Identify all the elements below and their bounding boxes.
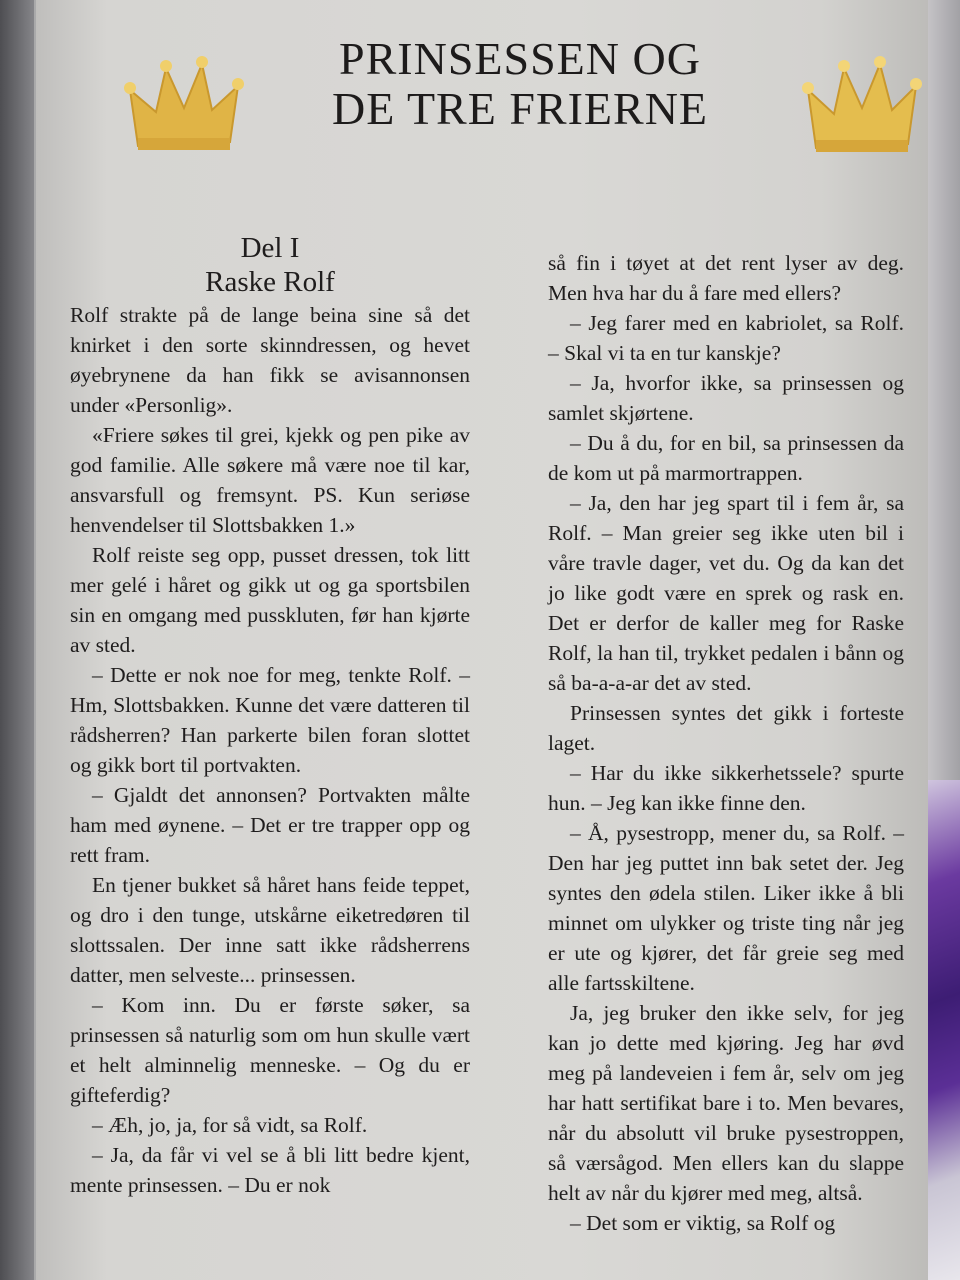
left-column [70, 232, 470, 1200]
chapter-heading: Raske Rolf [205, 266, 335, 298]
paragraph: – Ja, hvorfor ikke, sa prinsessen og samlet skjørtene. [548, 371, 904, 425]
paragraph: – Ja, den har jeg spart til i fem år, sa Rolf. – Man greier seg ikke uten bil i våre travle dager, vet du. Og da kan det jo like godt være en sprek og rask en. Det er derfor de kaller meg for Raske Rolf, la han til, trykket pedalen i bånn og så ba-a-a-ar det av sted. [548, 491, 904, 695]
paragraph: – Æh, jo, ja, for så vidt, sa Rolf. [92, 1113, 368, 1137]
part-heading: Del I [240, 232, 300, 264]
title-line-1: PRINSESSEN OG [339, 33, 701, 84]
paragraph: – Kom inn. Du er første søker, sa prinsessen så naturlig som om hun skulle vært et helt alminnelig menneske. – Og du er gifteferdig? [70, 993, 470, 1107]
right-column [548, 248, 904, 1238]
paragraph: – Du å du, for en bil, sa prinsessen da de kom ut på marmortrappen. [548, 431, 904, 485]
paragraph: Ja, jeg bruker den ikke selv, for jeg kan jo dette med kjøring. Jeg har øvd meg på landeveien i fem år, selv om jeg har hatt sertifikat bare i to. Men bevares, når du absolutt vil bruke pysestroppen, så værsågod. Men ellers kan du slappe helt av når du kjører med meg, altså. [548, 1001, 904, 1205]
crown-icon [798, 52, 928, 162]
paragraph: – Gjaldt det annonsen? Portvakten målte ham med øynene. – Det er tre trapper opp og rett fram. [70, 783, 470, 867]
paragraph: – Har du ikke sikkerhetssele? spurte hun. – Jeg kan ikke finne den. [548, 761, 904, 815]
paragraph: så fin i tøyet at det rent lyser av deg. Men hva har du å fare med ellers? [548, 251, 904, 305]
crown-icon [118, 50, 248, 160]
paragraph: En tjener bukket så håret hans feide teppet, og dro i den tunge, utskårne eiketredøren til slottssalen. Der inne satt ikke rådsherrens datter, men selveste... prinsessen. [70, 873, 470, 987]
paragraph: – Å, pysestropp, mener du, sa Rolf. – Den har jeg puttet inn bak setet der. Jeg syntes den ødela stilen. Liker ikke å bli minnet om ulykker og triste ting når jeg er ute og kjører, det får greie seg med alle fartsskiltene. [548, 821, 904, 995]
paragraph: Rolf strakte på de lange beina sine så det knirket i den sorte skinndressen, og hevet øyebrynene da han fikk se avisannonsen under «Personlig». [70, 303, 470, 417]
paragraph: – Det som er viktig, sa Rolf og [570, 1211, 836, 1235]
paragraph: «Friere søkes til grei, kjekk og pen pike av god familie. Alle søkere må være noe til kar, ansvarsfull og fremsynt. PS. Kun seriøse henvendelser til Slottsbakken 1.» [70, 423, 470, 537]
paragraph: Rolf reiste seg opp, pusset dressen, tok litt mer gelé i håret og gikk ut og ga sportsbilen sin en omgang med pusskluten, før han kjørte av sted. [70, 543, 470, 657]
story-title [280, 34, 760, 134]
paragraph: Prinsessen syntes det gikk i forteste laget. [548, 701, 904, 755]
title-line-2: DE TRE FRIERNE [331, 83, 709, 134]
paragraph: – Ja, da får vi vel se å bli litt bedre kjent, mente prinsessen. – Du er nok [70, 1143, 470, 1197]
paragraph: – Jeg farer med en kabriolet, sa Rolf. – Skal vi ta en tur kanskje? [548, 311, 904, 365]
paragraph: – Dette er nok noe for meg, tenkte Rolf. – Hm, Slottsbakken. Kunne det være datteren til rådsherren? Han parkerte bilen foran slottet og gikk bort til portvakten. [70, 663, 470, 777]
